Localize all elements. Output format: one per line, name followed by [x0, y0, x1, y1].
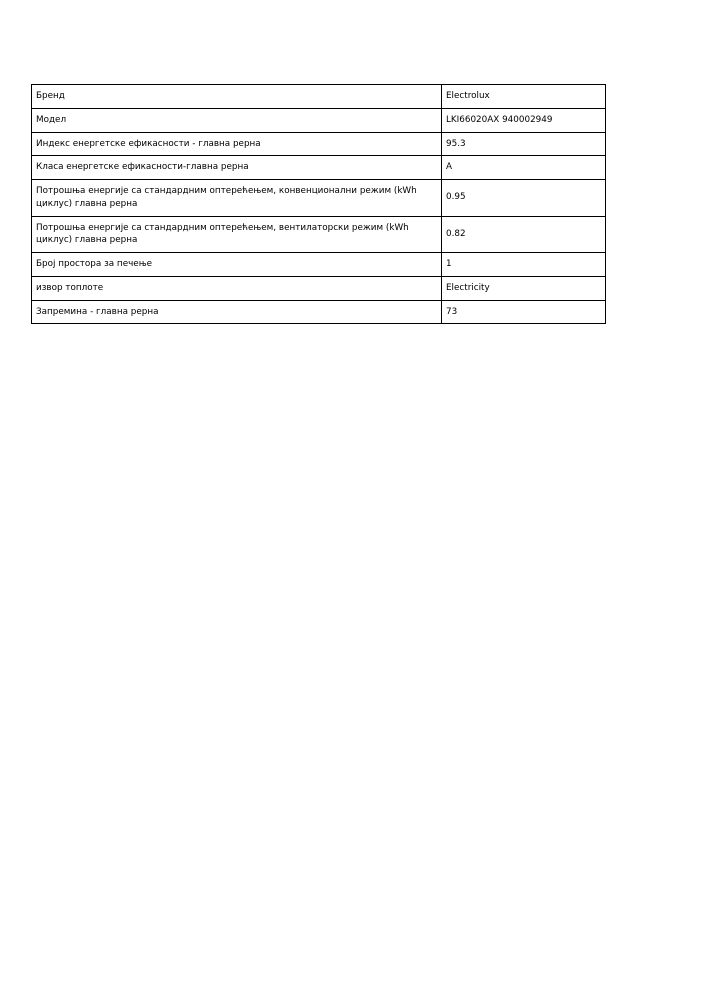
table-row	[32, 216, 606, 253]
spec-value: 95.3	[442, 132, 606, 156]
spec-value: 0.95	[442, 180, 606, 217]
spec-value: A	[442, 156, 606, 180]
table-row	[32, 276, 606, 300]
spec-label: Запремина - главна рерна	[32, 300, 442, 324]
spec-label: Индекс енергетске ефикасности - главна рерна	[32, 132, 442, 156]
table-row	[32, 253, 606, 277]
table-row	[32, 85, 606, 109]
spec-label: Класа енергетске ефикасности-главна рерна	[32, 156, 442, 180]
table-row	[32, 300, 606, 324]
spec-label: Потрошња енергије са стандардним оптерећењем, вентилаторски режим (kWh циклус) главна рерна	[32, 216, 442, 253]
spec-value: 1	[442, 253, 606, 277]
table-body	[32, 85, 606, 324]
specification-table	[31, 84, 606, 324]
spec-value: Electrolux	[442, 85, 606, 109]
spec-label: Број простора за печење	[32, 253, 442, 277]
spec-value: 73	[442, 300, 606, 324]
spec-value: LKI66020AX 940002949	[442, 108, 606, 132]
spec-label: Модел	[32, 108, 442, 132]
spec-label: Потрошња енергије са стандардним оптерећењем, конвенционални режим (kWh циклус) главна рерна	[32, 180, 442, 217]
spec-value: 0.82	[442, 216, 606, 253]
table-row	[32, 132, 606, 156]
spec-value: Electricity	[442, 276, 606, 300]
table-row	[32, 108, 606, 132]
spec-label: Бренд	[32, 85, 442, 109]
spec-label: извор топлоте	[32, 276, 442, 300]
table-row	[32, 156, 606, 180]
table-row	[32, 180, 606, 217]
